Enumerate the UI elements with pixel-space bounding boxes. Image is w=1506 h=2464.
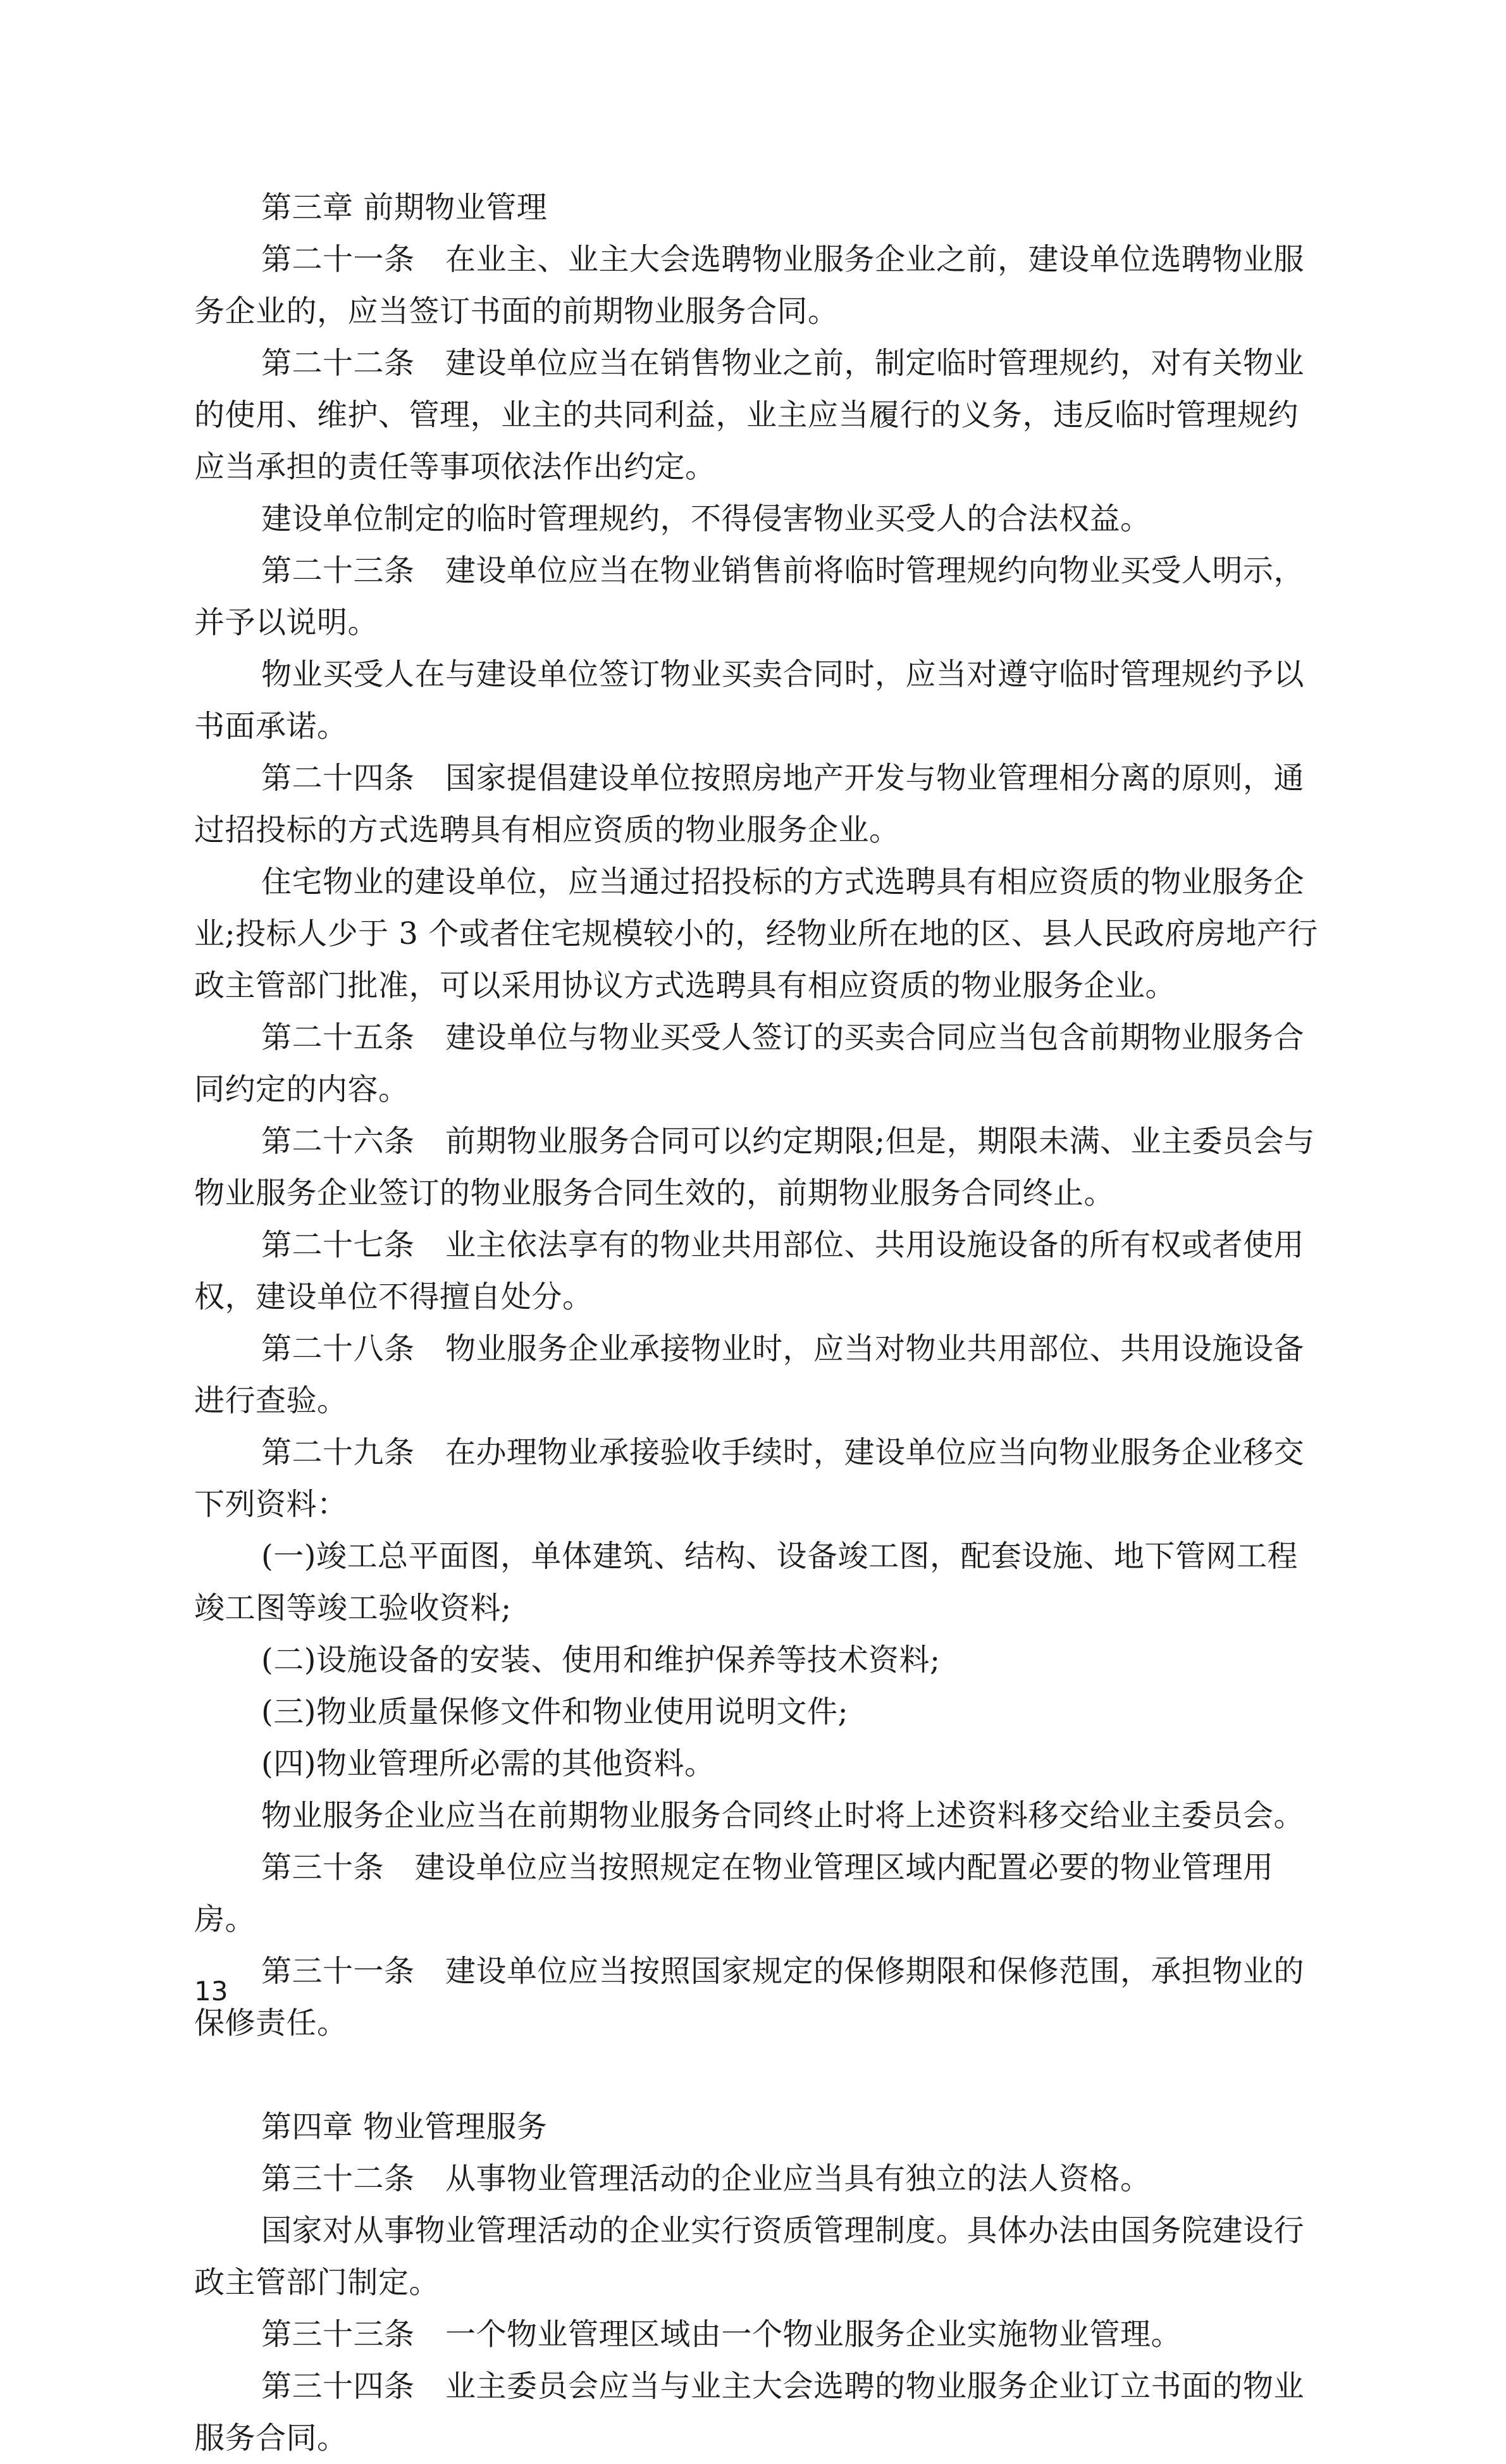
article-line: 第三十四条 业主委员会应当与业主大会选聘的物业服务企业订立书面的物业 [261,2368,1305,2404]
article-line: 住宅物业的建设单位，应当通过招投标的方式选聘具有相应资质的物业服务企 [261,864,1305,900]
article-line: 同约定的内容。 [194,1072,409,1107]
article-line: 第二十五条 建设单位与物业买受人签订的买卖合同应当包含前期物业服务合 [261,1020,1305,1055]
article-line: 的使用、维护、管理，业主的共同利益，业主应当履行的义务，违反临时管理规约 [194,397,1299,433]
article-line: 第二十二条 建设单位应当在销售物业之前，制定临时管理规约，对有关物业 [261,345,1305,381]
list-item-line: (二)设施设备的安装、使用和维护保养等技术资料; [261,1642,941,1678]
page-number: 13 [194,1976,228,2007]
article-line: 第二十九条 在办理物业承接验收手续时，建设单位应当向物业服务企业移交 [261,1435,1305,1470]
article-line: 业;投标人少于 3 个或者住宅规模较小的，经物业所在地的区、县人民政府房地产行 [194,916,1318,951]
article-line: 物业服务企业签订的物业服务合同生效的，前期物业服务合同终止。 [194,1175,1115,1211]
article-line: 第二十四条 国家提倡建设单位按照房地产开发与物业管理相分离的原则，通 [261,760,1305,796]
article-line: 保修责任。 [194,2005,348,2041]
article-line: 下列资料： [194,1487,348,1522]
list-item-line: (四)物业管理所必需的其他资料。 [261,1746,715,1781]
list-item-line: (三)物业质量保修文件和物业使用说明文件; [261,1694,849,1730]
chapter-heading: 第四章 物业管理服务 [261,2109,548,2145]
article-line: 第二十六条 前期物业服务合同可以约定期限;但是，期限未满、业主委员会与 [261,1124,1315,1159]
article-line: 物业服务企业应当在前期物业服务合同终止时将上述资料移交给业主委员会。 [261,1798,1305,1833]
article-line: 书面承诺。 [194,709,348,744]
article-line: 服务合同。 [194,2420,348,2456]
article-line: 第三十一条 建设单位应当按照国家规定的保修期限和保修范围，承担物业的 [261,1953,1305,1989]
article-line: 政主管部门制定。 [194,2265,440,2300]
article-line: 第三十条 建设单位应当按照规定在物业管理区域内配置必要的物业管理用 [261,1850,1274,1885]
article-line: 物业买受人在与建设单位签订物业买卖合同时，应当对遵守临时管理规约予以 [261,657,1305,692]
document-body [194,182,1318,2464]
article-line: 第二十三条 建设单位应当在物业销售前将临时管理规约向物业买受人明示， [261,553,1305,588]
article-line: 政主管部门批准，可以采用协议方式选聘具有相应资质的物业服务企业。 [194,968,1176,1003]
article-line: 第二十七条 业主依法享有的物业共用部位、共用设施设备的所有权或者使用 [261,1227,1305,1263]
article-line: 房。 [194,1902,256,1937]
section-gap [194,2049,1314,2101]
article-line: 第三十二条 从事物业管理活动的企业应当具有独立的法人资格。 [261,2161,1151,2196]
chapter-heading: 第三章 前期物业管理 [261,190,548,225]
article-line: 第二十一条 在业主、业主大会选聘物业服务企业之前，建设单位选聘物业服 [261,242,1305,277]
article-line: 进行查验。 [194,1383,348,1418]
article-line: 应当承担的责任等事项依法作出约定。 [194,449,716,485]
list-item-line: 竣工图等竣工验收资料; [194,1590,512,1626]
article-line: 过招投标的方式选聘具有相应资质的物业服务企业。 [194,812,900,848]
article-line: 务企业的，应当签订书面的前期物业服务合同。 [194,294,839,329]
list-item-line: (一)竣工总平面图，单体建筑、结构、设备竣工图，配套设施、地下管网工程 [261,1538,1298,1574]
article-line: 建设单位制定的临时管理规约，不得侵害物业买受人的合法权益。 [261,501,1151,536]
article-line: 权，建设单位不得擅自处分。 [194,1279,593,1315]
article-line: 并予以说明。 [194,605,379,640]
article-line: 国家对从事物业管理活动的企业实行资质管理制度。具体办法由国务院建设行 [261,2213,1305,2248]
article-line: 第二十八条 物业服务企业承接物业时，应当对物业共用部位、共用设施设备 [261,1331,1305,1366]
article-line: 第三十三条 一个物业管理区域由一个物业服务企业实施物业管理。 [261,2317,1182,2352]
